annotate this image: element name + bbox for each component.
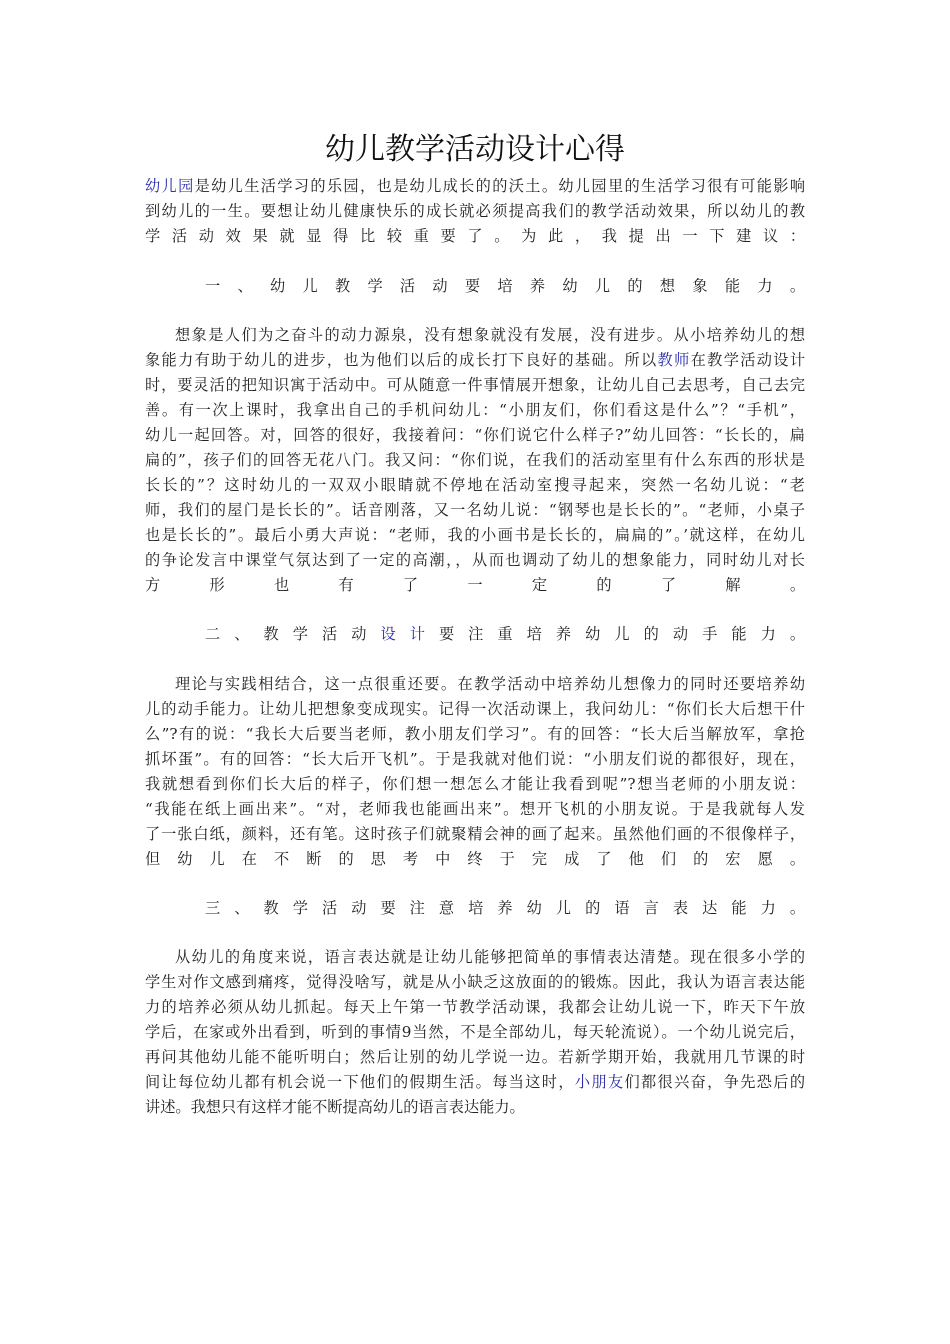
text-line: 善。有一次上课时，我拿出自己的手机问幼儿：“小朋友们，你们看这是什么”？“手机”，: [145, 401, 805, 419]
text-line: 的争论发言中课堂气氛达到了一定的高潮，，从而也调动了幼儿的想象能力，同时幼儿对长: [145, 551, 805, 569]
section-paragraph-2: [145, 672, 805, 872]
section-paragraph-1: [145, 323, 805, 598]
teacher-link[interactable]: 教师: [657, 351, 691, 369]
text-line: 间让每位幼儿都有机会说一下他们的假期生活。每当这时，小朋友们都很兴奋，争先恐后的: [145, 1073, 806, 1091]
text-line: 从幼儿的角度来说，语言表达就是让幼儿能够把简单的事情表达清楚。现在很多小学的: [175, 948, 805, 966]
text-line: 抓坏蛋”。有的回答：“长大后开飞机”。于是我就对他们说：“小朋友们说的都很好，现在，: [145, 750, 805, 768]
text-line: 也是长长的”。最后小勇大声说：“老师，我的小画书是长长的，扁扁的”。’就这样，在幼儿: [145, 526, 805, 544]
section-paragraph-3: [145, 945, 805, 1120]
text-line: 方形也有了一定的了解。: [145, 576, 805, 594]
text-line: 学后，在家或外出看到，听到的事情9当然，不是全部幼儿，每天轮流说）。一个幼儿说完后，: [145, 1023, 805, 1041]
text-line: 扁的”，孩子们的回答无花八门。我又问：“你们说，在我们的活动室里有什么东西的形状是: [145, 451, 805, 469]
text-line: 再问其他幼儿能不能听明白；然后让别的幼儿学说一边。若新学期开始，我就用几节课的时: [145, 1048, 805, 1066]
intro-paragraph: [145, 174, 805, 249]
text-line: 但幼儿在不断的思考中终于完成了他们的宏愿。: [145, 850, 805, 868]
text-line: 力的培养必须从幼儿抓起。每天上午第一节教学活动课，我都会让幼儿说一下，昨天下午放: [145, 998, 805, 1016]
section-heading-2: 二、教学活动设计要注重培养幼儿的动手能力。: [205, 625, 806, 643]
text-line: 时，要灵活的把知识寓于活动中。可从随意一件事情展开想象，让幼儿自己去思考，自己去完: [145, 376, 805, 394]
text-line: 想象是人们为之奋斗的动力源泉，没有想象就没有发展，没有进步。从小培养幼儿的想: [175, 326, 805, 344]
text-line: 到幼儿的一生。要想让幼儿健康快乐的成长就必须提高我们的教学活动效果，所以幼儿的教: [145, 202, 805, 220]
text-line: 幼儿园是幼儿生活学习的乐园，也是幼儿成长的的沃土。幼儿园里的生活学习很有可能影响: [145, 177, 806, 195]
page-title: 幼儿教学活动设计心得: [325, 132, 625, 167]
text-line: 儿的动手能力。让幼儿把想象变成现实。记得一次活动课上，我问幼儿：“你们长大后想干什: [145, 700, 805, 718]
children-link[interactable]: 小朋友: [574, 1073, 625, 1091]
text-line: 幼儿一起回答。对，回答的很好，我接着问：“你们说它什么样子?”幼儿回答：“长长的，扁: [145, 426, 805, 444]
section-heading-3: 三、教学活动要注意培养幼儿的语言表达能力。: [205, 899, 805, 917]
text-line: 象能力有助于幼儿的进步，也为他们以后的成长打下良好的基础。所以教师在教学活动设计: [145, 351, 806, 369]
text-line: 么”?有的说：“我长大后要当老师，教小朋友们学习”。有的回答：“长大后当解放军，拿抢: [145, 725, 805, 743]
text-line: 长长的”？这时幼儿的一双双小眼睛就不停地在活动室搜寻起来，突然一名幼儿说：“老: [145, 476, 805, 494]
text-line: 学活动效果就显得比较重要了。为此，我提出一下建议：: [145, 227, 805, 245]
kindergarten-link[interactable]: 幼儿园: [145, 177, 195, 195]
text-line: 学生对作文感到痛疼，觉得没啥写，就是从小缺乏这放面的的锻炼。因此，我认为语言表达能: [145, 973, 805, 991]
text-line: 理论与实践相结合，这一点很重还要。在教学活动中培养幼儿想像力的同时还要培养幼: [175, 675, 805, 693]
design-link[interactable]: 设计: [380, 625, 439, 643]
text-line: 讲述。我想只有这样才能不断提高幼儿的语言表达能力。: [145, 1098, 525, 1116]
text-line: 了一张白纸，颜料，还有笔。这时孩子们就聚精会神的画了起来。虽然他们画的不很像样子，: [145, 825, 805, 843]
section-heading-1: 一、幼儿教学活动要培养幼儿的想象能力。: [205, 277, 805, 295]
text-line: “我能在纸上画出来”。“对，老师我也能画出来”。想开飞机的小朋友说。于是我就每人发: [145, 800, 805, 818]
text-line: 我就想看到你们长大后的样子，你们想一想怎么才能让我看到呢”?想当老师的小朋友说：: [145, 775, 805, 793]
text-line: 师，我们的屋门是长长的”。话音刚落，又一名幼儿说：“钢琴也是长长的”。“老师，小桌子: [145, 501, 805, 519]
